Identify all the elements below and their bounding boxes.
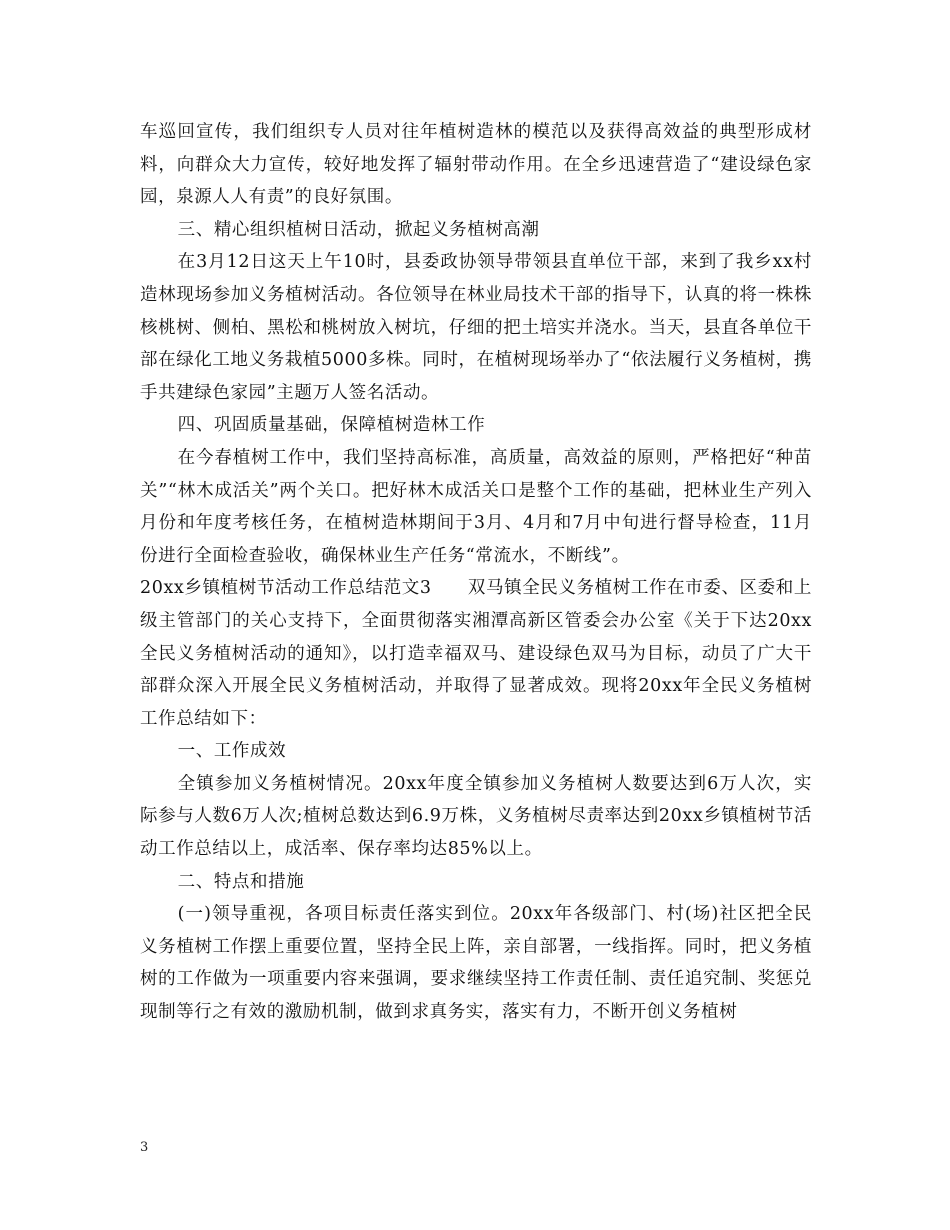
document-body — [140, 116, 812, 1029]
page-number: 3 — [140, 1140, 149, 1155]
heading-section-4: 四、巩固质量基础，保障植树造林工作 — [177, 415, 486, 436]
heading-section-3: 三、精心组织植树日活动，掀起义务植树高潮 — [177, 219, 540, 240]
paragraph-1: 车巡回宣传，我们组织专人员对往年植树造林的模范以及获得高效益的典型形成材料，向群众大力宣传，较好地发挥了辐射带动作用。在全乡迅速营造了“建设绿色家园，泉源人人有责”的良好氛围。 — [140, 122, 812, 208]
paragraph-6: (一)领导重视，各项目标责任落实到位。20xx年各级部门、村(场)社区把全民义务植树工作摆上重要位置，坚持全民上阵，亲自部署，一线指挥。同时，把义务植树的工作做为一项重要内容来强调，要求继续坚持工作责任制、责任追究制、奖惩兑现制等行之有效的激励机制，做到求真务实，落实有力，不断开创义务植树 — [140, 904, 812, 1023]
heading-work-results: 一、工作成效 — [177, 741, 287, 762]
paragraph-4: 20xx乡镇植树节活动工作总结范文3 双马镇全民义务植树工作在市委、区委和上级主管部门的关心支持下，全面贯彻落实湘潭高新区管委会办公室《关于下达20xx全民义务植树活动的通知》，以打造幸福双马、建设绿色双马为目标，动员了广大干部群众深入开展全民义务植树活动，并取得了显著成效。现将20xx年全民义务植树工作总结如下： — [140, 578, 812, 729]
paragraph-3: 在今春植树工作中，我们坚持高标准，高质量，高效益的原则，严格把好“种苗关”“林木成活关”两个关口。把好林木成活关口是整个工作的基础，把林业生产列入月份和年度考核任务，在植树造林期间于3月、4月和7月中旬进行督导检查，11月份进行全面检查验收，确保林业生产任务“常流水，不断线”。 — [140, 447, 812, 566]
paragraph-5: 全镇参加义务植树情况。20xx年度全镇参加义务植树人数要达到6万人次，实际参与人数6万人次;植树总数达到6.9万株，义务植树尽责率达到20xx乡镇植树节活动工作总结以上，成活率、保存率均达85%以上。 — [140, 773, 812, 860]
paragraph-2: 在3月12日这天上午10时，县委政协领导带领县直单位干部，来到了我乡xx村造林现场参加义务植树活动。各位领导在林业局技术干部的指导下，认真的将一株株核桃树、侧柏、黑松和桃树放入树坑，仔细的把土培实并浇水。当天，县直各单位干部在绿化工地义务栽植5000多株。同时，在植树现场举办了“依法履行义务植树，携手共建绿色家园”主题万人签名活动。 — [140, 252, 812, 403]
heading-features-measures: 二、特点和措施 — [177, 871, 305, 892]
